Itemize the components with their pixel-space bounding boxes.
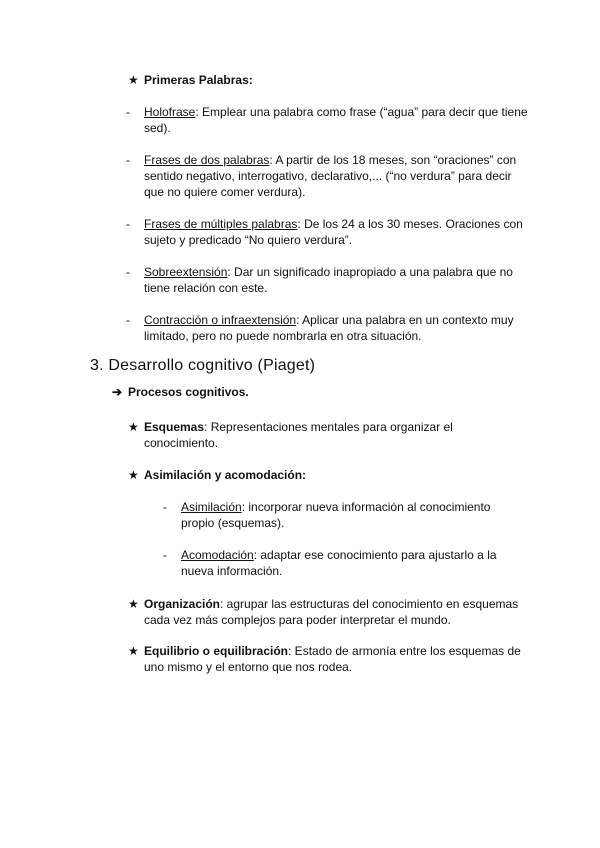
list-item [126, 216, 530, 248]
dash-bullet-icon: - [163, 548, 167, 562]
star-bullet-icon: ★ [128, 73, 139, 87]
list-item [126, 312, 530, 344]
definition: : agrupar las estructuras del conocimiento en esquemas cada vez más complejos para poder interpretar el mundo. [144, 597, 519, 627]
list-item-text [144, 152, 530, 200]
star-bullet-icon: ★ [128, 644, 139, 658]
dash-bullet-icon: - [126, 105, 130, 119]
list-item [126, 104, 530, 136]
item-text [144, 419, 528, 451]
dash-bullet-icon: - [126, 313, 130, 327]
list-item [126, 264, 530, 296]
star-bullet-icon: ★ [128, 420, 139, 434]
term: Asimilación [181, 500, 242, 514]
list-item-text [144, 264, 530, 296]
definition: : Representaciones mentales para organizar el conocimiento. [144, 420, 453, 450]
equilibrio-item [128, 643, 528, 675]
definition: : Aplicar una palabra en un contexto muy limitado, pero no puede nombrarla en otra situación. [144, 313, 514, 343]
term: Holofrase [144, 105, 196, 119]
definition: : A partir de los 18 meses, son “oraciones” con sentido negativo, interrogativo, declarativo,... (“no verdura” para decir que no quiere comer verdura). [144, 153, 517, 199]
dash-bullet-icon: - [126, 153, 130, 167]
term: Contracción o infraextensión [144, 313, 297, 327]
definition: : De los 24 a los 30 meses. Oraciones con sujeto y predicado “No quiero verdura”. [144, 217, 523, 247]
term: Frases de múltiples palabras [144, 217, 298, 231]
list-item-text [144, 312, 530, 344]
list-item-text [144, 216, 530, 248]
heading-text: Primeras Palabras: [144, 73, 253, 87]
definition: : Emplear una palabra como frase (“agua” para decir que tiene sed). [144, 105, 528, 135]
definition: : Estado de armonía entre los esquemas de uno mismo y el entorno que nos rodea. [144, 644, 521, 674]
item-text [144, 643, 528, 675]
section-title: 3. Desarrollo cognitivo (Piaget) [90, 357, 316, 374]
list-item [163, 499, 503, 531]
item-text [144, 596, 528, 628]
list-item [163, 547, 503, 579]
definition: : incorporar nueva información al conocimiento propio (esquemas). [181, 500, 491, 530]
list-item [126, 152, 530, 200]
dash-bullet-icon: - [126, 265, 130, 279]
asimilacion-heading [128, 467, 528, 483]
star-bullet-icon: ★ [128, 468, 139, 482]
term: Esquemas [144, 420, 205, 434]
term: Acomodación [181, 548, 254, 562]
dash-bullet-icon: - [126, 217, 130, 231]
esquemas-item [128, 419, 528, 451]
star-bullet-icon: ★ [128, 597, 139, 611]
term: Sobreextensión [144, 265, 228, 279]
primeras-palabras-heading [128, 72, 528, 88]
definition: : Dar un significado inapropiado a una palabra que no tiene relación con este. [144, 265, 513, 295]
term: Equilibrio o equilibración [144, 644, 289, 658]
term: Organización [144, 597, 221, 611]
list-item-text [181, 499, 503, 531]
procesos-subheading [112, 384, 532, 400]
term: Frases de dos palabras [144, 153, 270, 167]
arrow-right-icon: ➔ [112, 385, 123, 399]
list-item-text [144, 104, 530, 136]
heading-text: Asimilación y acomodación: [144, 468, 307, 482]
list-item-text [181, 547, 503, 579]
dash-bullet-icon: - [163, 500, 167, 514]
definition: : adaptar ese conocimiento para ajustarlo a la nueva información. [181, 548, 497, 578]
subheading-text: Procesos cognitivos. [128, 385, 249, 399]
organizacion-item [128, 596, 528, 628]
